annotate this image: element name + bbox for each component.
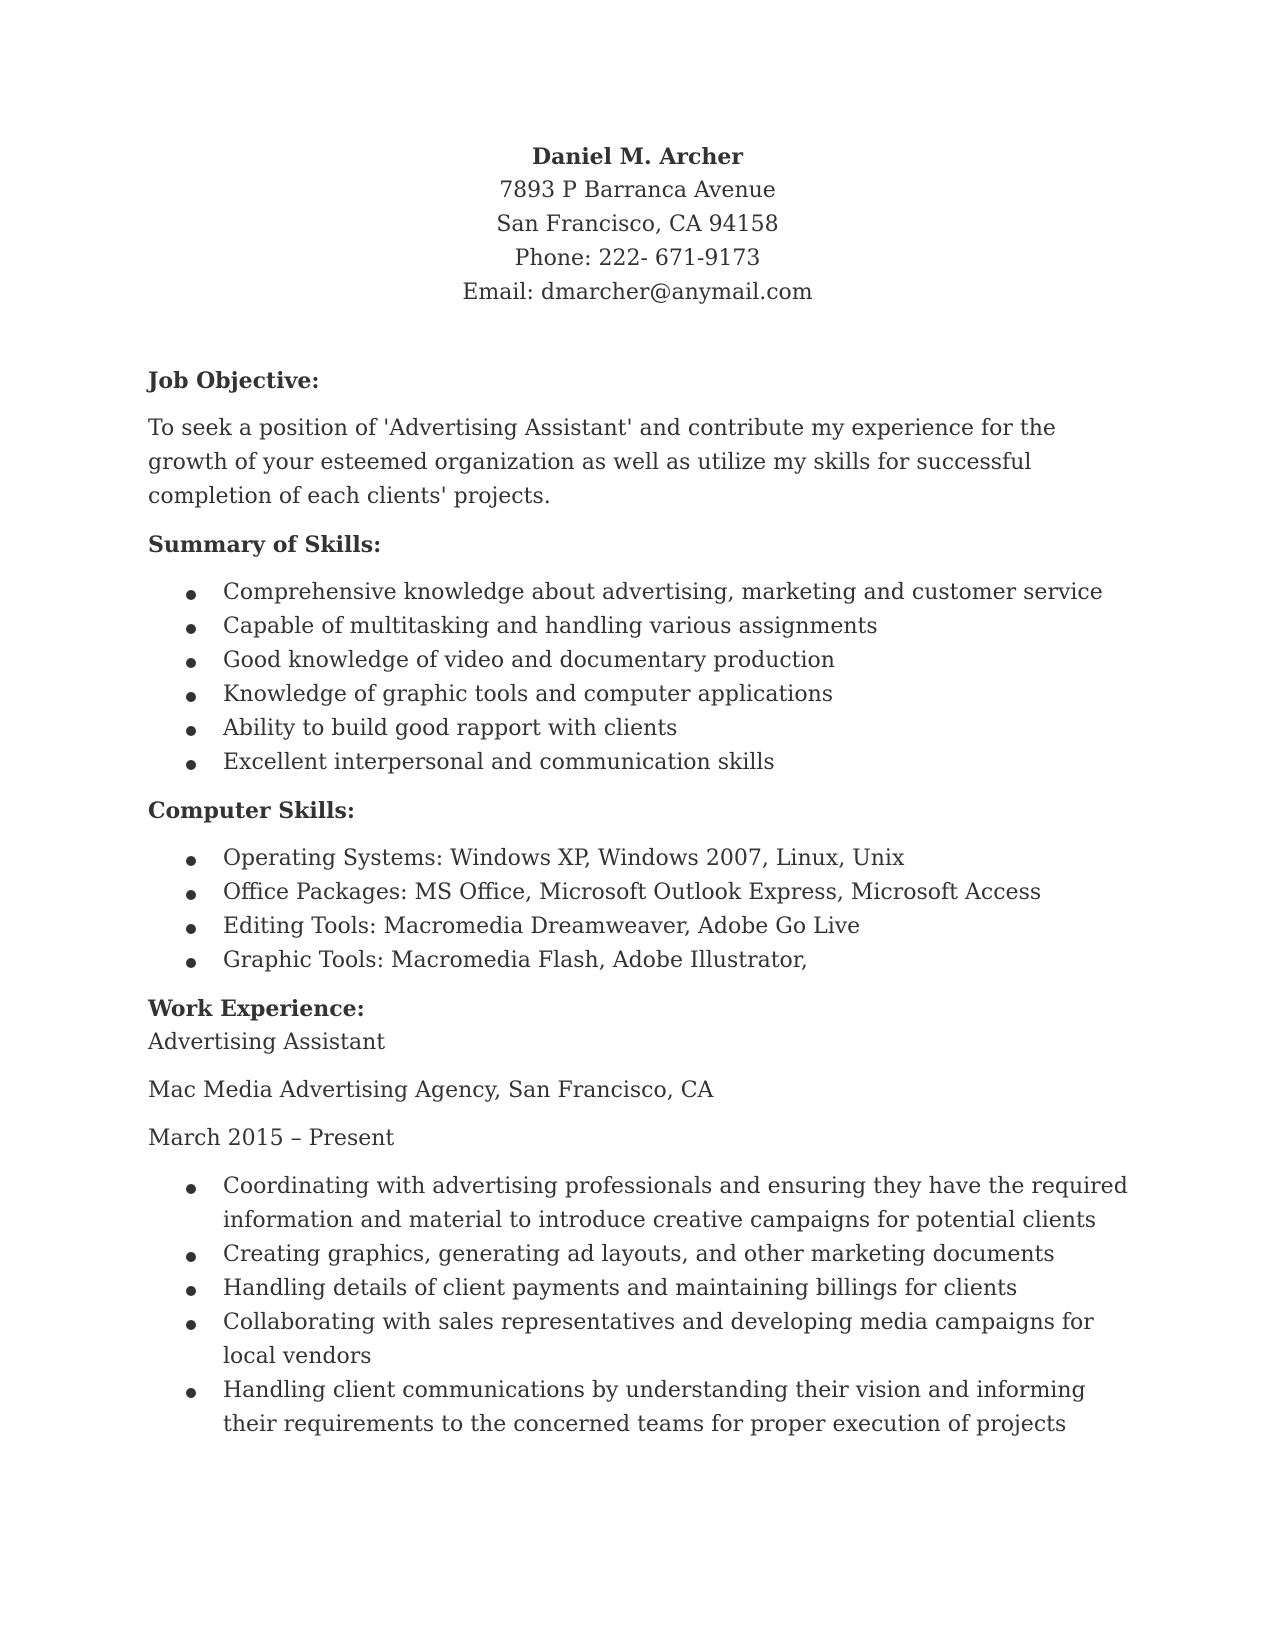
address-line-2: San Francisco, CA 94158 xyxy=(496,212,779,237)
list-item: Good knowledge of video and documentary production xyxy=(148,644,1138,678)
bullet-icon xyxy=(186,856,196,866)
list-item: Handling details of client payments and maintaining billings for clients xyxy=(148,1272,1138,1306)
list-item: Comprehensive knowledge about advertising, marketing and customer service xyxy=(148,576,1138,610)
bullet-icon xyxy=(186,1252,196,1262)
bullet-icon xyxy=(186,1388,196,1398)
resume-body xyxy=(148,364,1138,1442)
address-line-1: 7893 P Barranca Avenue xyxy=(499,178,776,203)
computer-skills-list xyxy=(148,842,1138,978)
contact-header xyxy=(0,140,1275,310)
list-item: Operating Systems: Windows XP, Windows 2007, Linux, Unix xyxy=(148,842,1138,876)
work-heading: Work Experience: xyxy=(148,996,365,1022)
list-item: Capable of multitasking and handling various assignments xyxy=(148,610,1138,644)
list-item: Excellent interpersonal and communication skills xyxy=(148,746,1138,780)
bullet-icon xyxy=(186,958,196,968)
list-item: Graphic Tools: Macromedia Flash, Adobe Illustrator, xyxy=(148,944,1138,978)
bullet-icon xyxy=(186,760,196,770)
list-item: Office Packages: MS Office, Microsoft Outlook Express, Microsoft Access xyxy=(148,876,1138,910)
job-title: Advertising Assistant xyxy=(148,1030,386,1055)
bullet-icon xyxy=(186,924,196,934)
list-item: Handling client communications by understanding their vision and informing their requirements to the concerned teams for proper execution of projects xyxy=(148,1374,1138,1442)
list-item: Ability to build good rapport with clients xyxy=(148,712,1138,746)
candidate-name: Daniel M. Archer xyxy=(531,144,743,170)
computer-skills-heading: Computer Skills: xyxy=(148,798,355,824)
bullet-icon xyxy=(186,590,196,600)
work-duties-list xyxy=(148,1170,1138,1442)
bullet-icon xyxy=(186,726,196,736)
employment-dates: March 2015 – Present xyxy=(148,1126,395,1151)
skills-list xyxy=(148,576,1138,780)
objective-heading: Job Objective: xyxy=(148,368,320,394)
bullet-icon xyxy=(186,1286,196,1296)
phone-number: Phone: 222- 671-9173 xyxy=(514,246,761,271)
company-name: Mac Media Advertising Agency, San Francisco, CA xyxy=(148,1078,714,1103)
list-item: Collaborating with sales representatives and developing media campaigns for local vendors xyxy=(148,1306,1138,1374)
bullet-icon xyxy=(186,1184,196,1194)
bullet-icon xyxy=(186,692,196,702)
list-item: Knowledge of graphic tools and computer applications xyxy=(148,678,1138,712)
objective-text: To seek a position of 'Advertising Assistant' and contribute my experience for the growth of your esteemed organization as well as utilize my skills for successful completion of each clients' projects. xyxy=(148,416,1056,509)
email-address: Email: dmarcher@anymail.com xyxy=(462,280,813,305)
skills-heading: Summary of Skills: xyxy=(148,532,382,558)
list-item: Editing Tools: Macromedia Dreamweaver, Adobe Go Live xyxy=(148,910,1138,944)
list-item: Creating graphics, generating ad layouts, and other marketing documents xyxy=(148,1238,1138,1272)
list-item: Coordinating with advertising professionals and ensuring they have the required information and material to introduce creative campaigns for potential clients xyxy=(148,1170,1138,1238)
bullet-icon xyxy=(186,624,196,634)
bullet-icon xyxy=(186,890,196,900)
bullet-icon xyxy=(186,658,196,668)
bullet-icon xyxy=(186,1320,196,1330)
